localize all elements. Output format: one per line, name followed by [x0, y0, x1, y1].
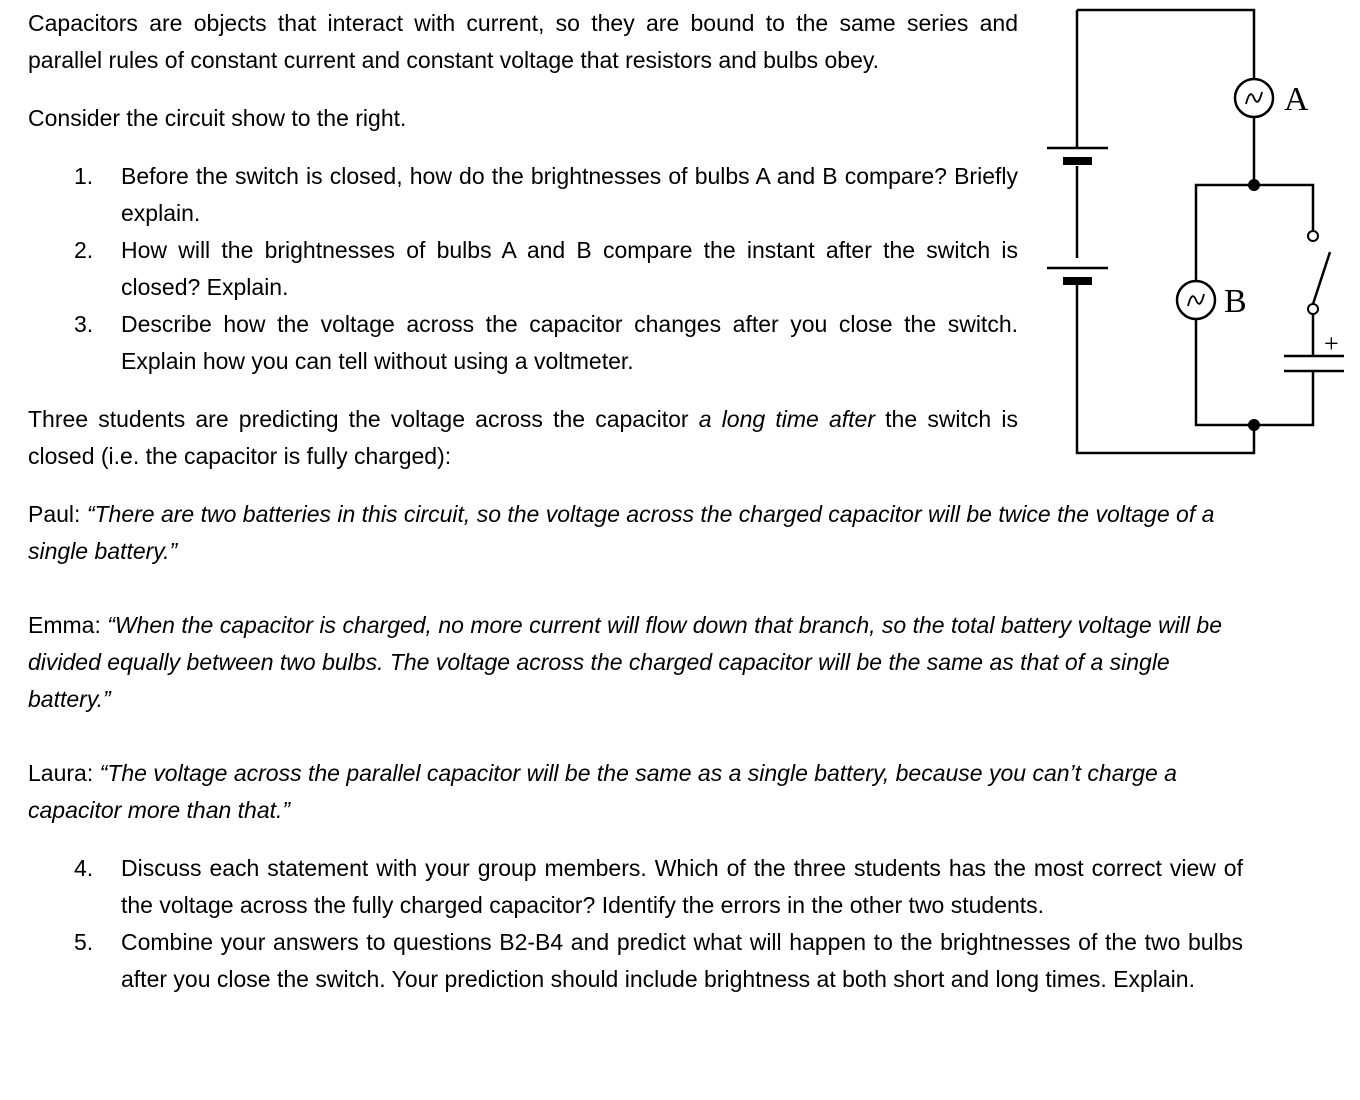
- wire-b-lower: [1196, 320, 1254, 425]
- student-name: Paul:: [28, 501, 87, 527]
- question-item: [28, 306, 1018, 380]
- capacitor-plus-label: +: [1324, 329, 1339, 358]
- question-number: 2.: [74, 237, 94, 263]
- switch-contact-top: [1308, 231, 1318, 241]
- question-text: How will the brightnesses of bulbs A and B compare the instant after the switch is closed? Explain.: [121, 237, 1018, 300]
- intro-paragraph: Capacitors are objects that interact with current, so they are bound to the same series and parallel rules of constant current and constant voltage that resistors and bulbs obey.: [28, 10, 1018, 73]
- student-quote: “There are two batteries in this circuit, so the voltage across the charged capacitor will be twice the voltage of a single battery.”: [28, 501, 1215, 564]
- prediction-intro-emphasis: a long time after: [698, 406, 875, 432]
- question-text: Discuss each statement with your group members. Which of the three students has the most correct view of the voltage across the fully charged capacitor? Identify the errors in the other two students.: [121, 855, 1243, 918]
- switch-lever: [1313, 252, 1330, 304]
- question-item: [28, 924, 1243, 998]
- question-item: [28, 232, 1018, 306]
- wire-top: [1077, 10, 1254, 78]
- student-statement-paul: [28, 496, 1243, 570]
- student-quote: “When the capacitor is charged, no more current will flow down that branch, so the total battery voltage will be divided equally between two bulbs. The voltage across the charged capacitor will be the same as that of a single battery.”: [28, 612, 1223, 712]
- question-number: 1.: [74, 163, 94, 189]
- prediction-intro: [28, 401, 1018, 475]
- question-text: Before the switch is closed, how do the brightnesses of bulbs A and B compare? Briefly explain.: [121, 163, 1018, 226]
- battery-2-short-plate: [1063, 277, 1092, 285]
- circuit-diagram: [1040, 0, 1360, 470]
- student-statement-laura: [28, 755, 1243, 829]
- switch-contact-bottom: [1308, 304, 1318, 314]
- junction-dot-top: [1248, 179, 1260, 191]
- intro-section: [28, 5, 1018, 475]
- question-number: 5.: [74, 929, 94, 955]
- student-quote: “The voltage across the parallel capacitor will be the same as a single battery, because you can’t charge a capacitor more than that.”: [28, 760, 1177, 823]
- intro-instruction: Consider the circuit show to the right.: [28, 105, 407, 131]
- question-list-a: [28, 158, 1018, 380]
- question-text: Describe how the voltage across the capacitor changes after you close the switch. Explain how you can tell without using a voltmeter.: [121, 311, 1018, 374]
- student-statement-emma: [28, 607, 1243, 718]
- prediction-intro-text: Three students are predicting the voltage across the capacitor: [28, 406, 699, 432]
- question-number: 3.: [74, 311, 94, 337]
- wire-b-branch: [1196, 185, 1254, 280]
- question-text: Combine your answers to questions B2-B4 and predict what will happen to the brightnesses of the two bulbs after you close the switch. Your prediction should include brightness at both short and long times. Explain.: [121, 929, 1243, 992]
- junction-dot-bottom: [1248, 419, 1260, 431]
- student-name: Laura:: [28, 760, 100, 786]
- student-name: Emma:: [28, 612, 108, 638]
- bulb-b-label: B: [1224, 283, 1247, 320]
- bulb-a-label: A: [1284, 81, 1309, 118]
- prediction-intro-text-end: the switch is closed (i.e. the capacitor is fully charged):: [28, 406, 1018, 469]
- question-item: [28, 158, 1018, 232]
- wire-capacitor-lower: [1254, 372, 1313, 425]
- question-list-b: [28, 850, 1243, 998]
- question-number: 4.: [74, 855, 94, 881]
- question-item: [28, 850, 1243, 924]
- battery-1-short-plate: [1063, 157, 1092, 165]
- wire-switch-branch: [1254, 185, 1313, 230]
